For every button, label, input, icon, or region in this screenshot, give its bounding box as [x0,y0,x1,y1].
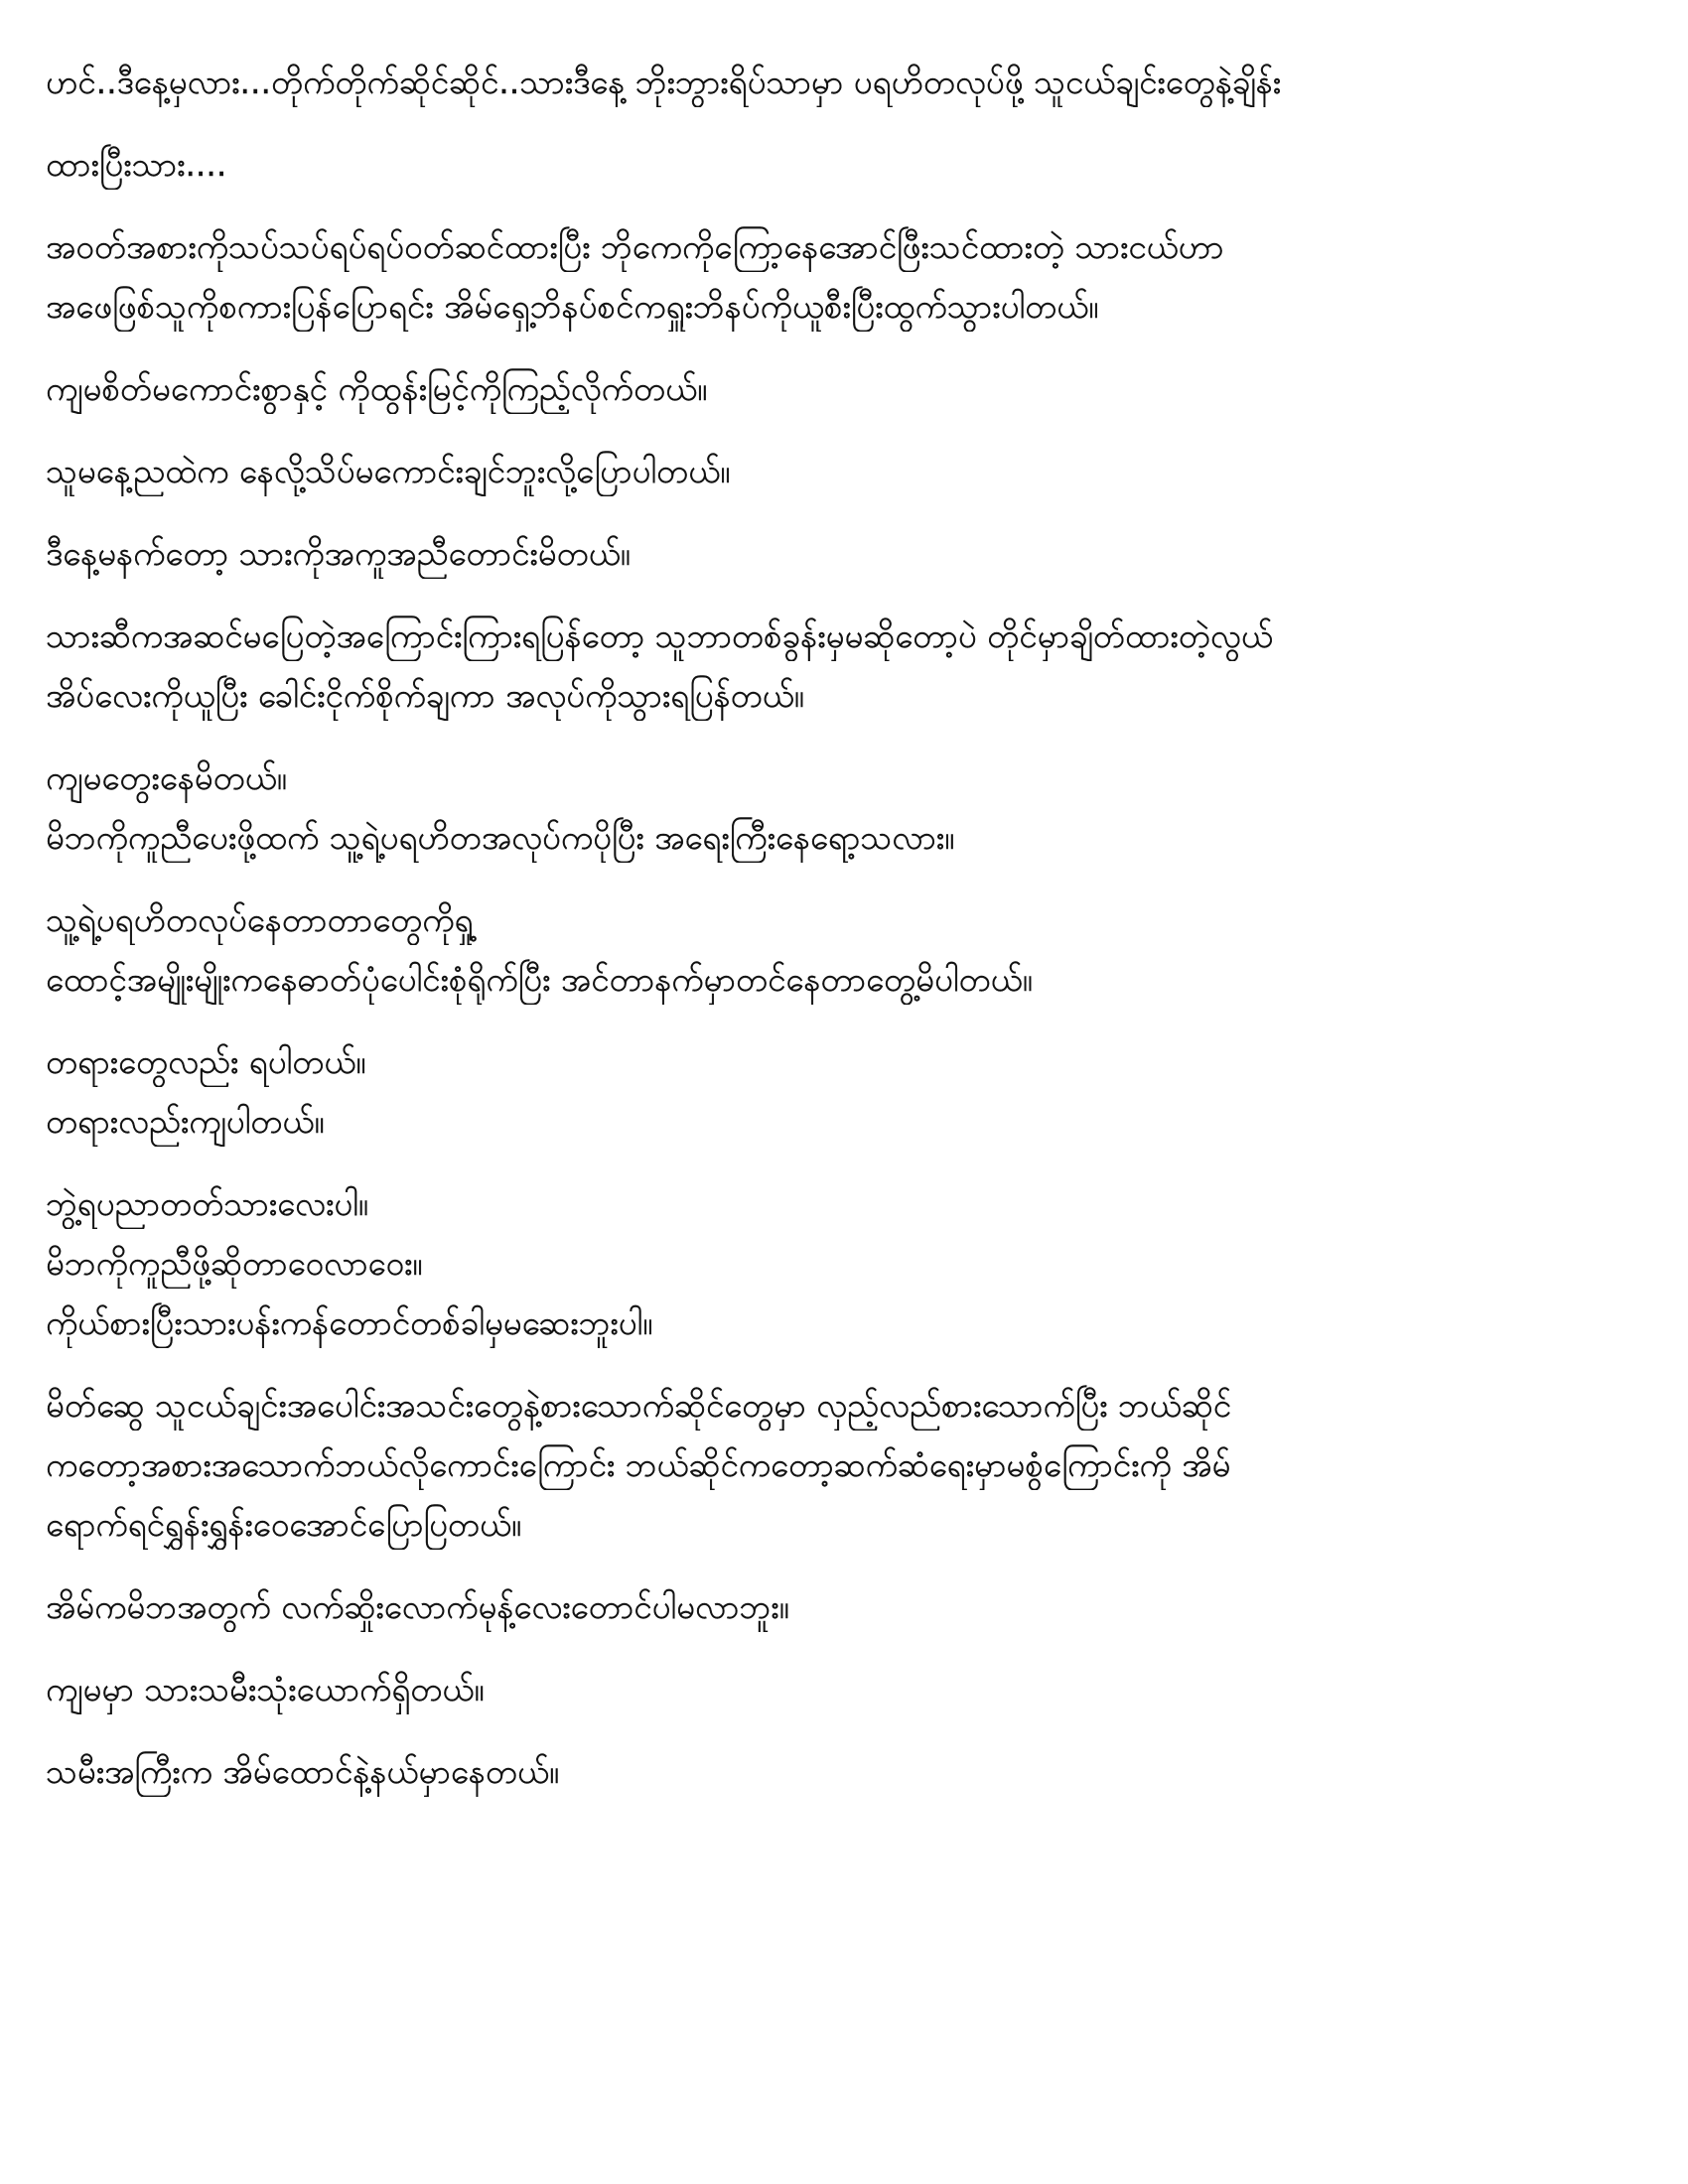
text-line: မိဘကိုကူညီပေးဖို့ထက် သူ့ရဲ့ပရဟိတအလုပ်ကပိုပြီး အရေးကြီးနေရော့သလား။ [46,818,955,857]
paragraph-6 [46,612,1628,721]
text-line: ဘွဲ့ရပညာတတ်သားလေးပါ။ [46,1184,368,1223]
paragraph-14 [46,1747,1628,1797]
paragraph-11 [46,1381,1628,1550]
paragraph-3 [46,364,1628,414]
paragraph-10 [46,1179,1628,1348]
text-line: သားဆီကအဆင်မပြေတဲ့အကြောင်းကြားရပြန်တော့ သူဘာတစ်ခွန်းမှမဆိုတော့ပဲ တိုင်မှာချိတ်ထားတဲ့လွယ် [46,616,1273,655]
text-line: ထားပြီးသား.... [46,145,227,184]
text-line: ကိုယ်စားပြီးသားပန်းကန်တောင်တစ်ခါမှမဆေးဘူးပါ။ [46,1303,653,1342]
text-line: မိတ်ဆွေ သူငယ်ချင်းအပေါင်းအသင်းတွေနဲ့စားသောက်ဆိုင်တွေမှာ လှည့်လည်စားသောက်ပြီး ဘယ်ဆိုင် [46,1386,1232,1425]
paragraph-7 [46,753,1628,863]
paragraph-5 [46,529,1628,579]
paragraph-13 [46,1665,1628,1714]
text-line: မိဘကိုကူညီဖို့ဆိုတာဝေလာဝေး။ [46,1244,423,1283]
text-line: သမီးအကြီးက အိမ်ထောင်နဲ့နယ်မှာနေတယ်။ [46,1752,560,1791]
text-line: ကျမတွေးနေမိတယ်။ [46,758,287,797]
text-line: ထောင့်အမျိုးမျိုးကနေဓာတ်ပုံပေါင်းစုံရိုက်ပြီး အင်တာနက်မှာတင်နေတာတွေ့မိပါတယ်။ [46,960,1033,999]
paragraph-12 [46,1582,1628,1632]
text-line: ကတော့အစားအသောက်ဘယ်လိုကောင်းကြောင်း ဘယ်ဆိုင်ကတော့ဆက်ဆံရေးမှာမစွံကြောင်းကို အိမ် [46,1445,1231,1484]
paragraph-1 [46,58,1628,190]
text-line: တရားတွေလည်း ရပါတယ်။ [46,1042,366,1081]
text-line: အိမ်ကမိဘအတွက် လက်ဆှိုးလောက်မုန့်လေးတောင်ပါမလာဘူး။ [46,1587,789,1626]
text-line: အဖေဖြစ်သူကိုစကားပြန်ပြောရင်း အိမ်ရှေ့ဘိနပ်စင်ကရှူးဘိနပ်ကိုယူစီးပြီးထွက်သွားပါတယ်။ [46,287,1099,326]
paragraph-4 [46,447,1628,496]
text-line: ကျမစိတ်မကောင်းစွာနှင့် ကိုထွန်းမြင့်ကိုကြည့်လိုက်တယ်။ [46,369,708,408]
text-line: အိပ်လေးကိုယူပြီး ခေါင်းငိုက်စိုက်ချကာ အလုပ်ကိုသွားရပြန်တယ်။ [46,676,804,715]
text-line: သူမနေ့ညထဲက နေလို့သိပ်မကောင်းချင်ဘူးလို့ပြောပါတယ်။ [46,452,731,490]
text-line: ဟင်..ဒီနေ့မှလား...တိုက်တိုက်ဆိုင်ဆိုင်..သားဒီနေ့ ဘိုးဘွားရိပ်သာမှာ ပရဟိတလုပ်ဖို့ သူငယ်ချင်းတွေနဲ့ချိန်း [46,63,1282,101]
paragraph-2 [46,222,1628,332]
text-line: ရောက်ရင်ရွှန်းရွှန်းဝေအောင်ပြောပြတယ်။ [46,1505,522,1544]
text-line: သူ့ရဲ့ပရဟိတလုပ်နေတာတာတွေကိုရှု့ [46,900,474,939]
text-line: တရားလည်းကျပါတယ်။ [46,1102,325,1141]
paragraph-9 [46,1037,1628,1147]
text-line: ဒီနေ့မနက်တော့ သားကိုအကူအညီတောင်းမိတယ်။ [46,534,631,573]
text-line: ကျမမှာ သားသမီးသုံးယောက်ရှိတယ်။ [46,1670,485,1708]
paragraph-8 [46,895,1628,1005]
text-line: အဝတ်အစားကိုသပ်သပ်ရပ်ရပ်ဝတ်ဆင်ထားပြီး ဘိုကေကိုကြော့နေအောင်ဖြီးသင်ထားတဲ့ သားငယ်ဟာ [46,227,1224,266]
